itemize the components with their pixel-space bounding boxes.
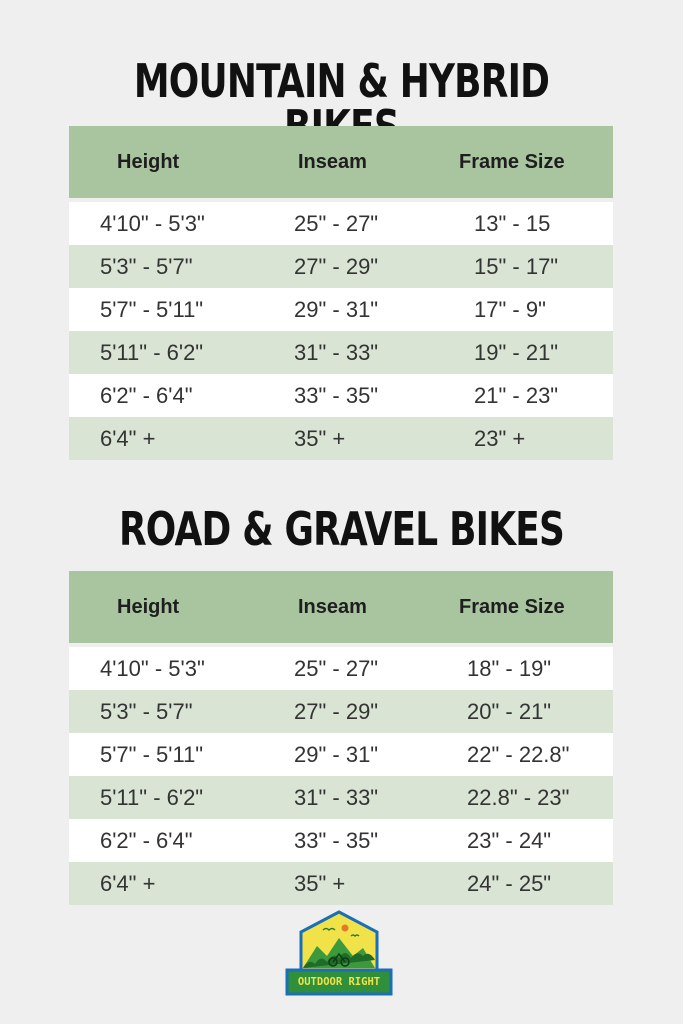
table-row	[69, 776, 613, 819]
header-inseam: Inseam	[298, 595, 367, 618]
cell-frame-size: 21" - 23"	[474, 382, 559, 408]
cell-frame-size: 23" +	[474, 425, 526, 451]
header-height: Height	[117, 595, 180, 618]
cell-height: 6'4" +	[100, 425, 156, 451]
table-row	[69, 733, 613, 776]
mountain-hybrid-title: MOUNTAIN & HYBRID	[133, 54, 550, 108]
table-row	[69, 819, 613, 862]
cell-frame-size: 13" - 15	[474, 210, 551, 236]
cell-inseam: 35" +	[294, 870, 346, 896]
cell-height: 5'3" - 5'7"	[100, 253, 193, 279]
table-header	[69, 126, 613, 198]
table-row	[69, 647, 613, 690]
cell-frame-size: 24" - 25"	[467, 870, 552, 896]
cell-height: 4'10" - 5'3"	[100, 655, 205, 681]
cell-frame-size: 20" - 21"	[467, 698, 552, 724]
table-row	[69, 202, 613, 245]
cell-inseam: 27" - 29"	[294, 253, 379, 279]
header-inseam: Inseam	[298, 150, 367, 173]
cell-inseam: 33" - 35"	[294, 827, 379, 853]
table-row	[69, 331, 613, 374]
table-row	[69, 288, 613, 331]
road-gravel-table	[69, 571, 613, 905]
cell-height: 5'11" - 6'2"	[100, 784, 204, 810]
header-height: Height	[117, 150, 180, 173]
mountain-hybrid-table	[69, 126, 613, 460]
cell-height: 5'7" - 5'11"	[100, 741, 204, 767]
table-row	[69, 245, 613, 288]
cell-inseam: 31" - 33"	[294, 784, 379, 810]
cell-height: 5'3" - 5'7"	[100, 698, 193, 724]
table-row	[69, 862, 613, 905]
table-row	[69, 417, 613, 460]
cell-height: 6'2" - 6'4"	[100, 382, 193, 408]
road-gravel-title: ROAD & GRAVEL BIKES	[118, 502, 565, 556]
cell-frame-size: 22" - 22.8"	[467, 741, 570, 767]
cell-height: 5'11" - 6'2"	[100, 339, 204, 365]
cell-frame-size: 22.8" - 23"	[467, 784, 570, 810]
cell-inseam: 25" - 27"	[294, 210, 379, 236]
cell-height: 5'7" - 5'11"	[100, 296, 204, 322]
cell-height: 4'10" - 5'3"	[100, 210, 205, 236]
cell-frame-size: 17" - 9"	[474, 296, 546, 322]
outdoor-right-logo	[283, 910, 395, 998]
logo-text: OUTDOOR RIGHT	[297, 976, 381, 988]
cell-height: 6'2" - 6'4"	[100, 827, 193, 853]
header-frame-size: Frame Size	[459, 595, 565, 618]
table-header	[69, 571, 613, 643]
cell-inseam: 29" - 31"	[294, 296, 379, 322]
cell-height: 6'4" +	[100, 870, 156, 896]
table-row	[69, 690, 613, 733]
cell-inseam: 29" - 31"	[294, 741, 379, 767]
cell-inseam: 31" - 33"	[294, 339, 379, 365]
table-row	[69, 374, 613, 417]
cell-frame-size: 15" - 17"	[474, 253, 559, 279]
cell-inseam: 25" - 27"	[294, 655, 379, 681]
cell-inseam: 33" - 35"	[294, 382, 379, 408]
cell-frame-size: 18" - 19"	[467, 655, 552, 681]
header-frame-size: Frame Size	[459, 150, 565, 173]
cell-frame-size: 19" - 21"	[474, 339, 559, 365]
cell-inseam: 35" +	[294, 425, 346, 451]
cell-frame-size: 23" - 24"	[467, 827, 552, 853]
cell-inseam: 27" - 29"	[294, 698, 379, 724]
